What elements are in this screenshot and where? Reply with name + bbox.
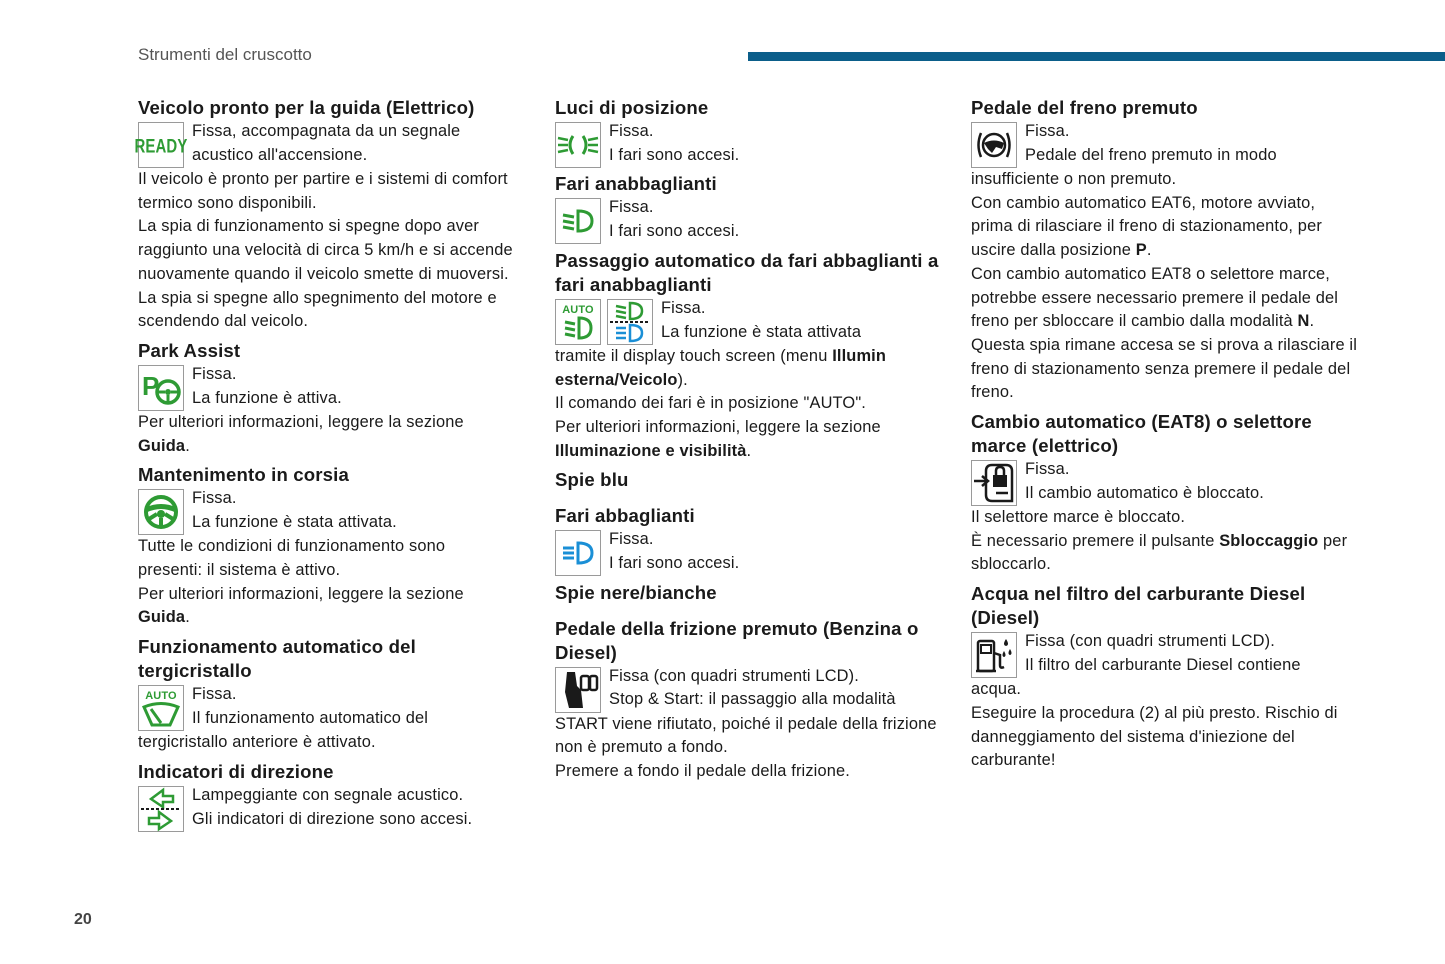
body-text: tramite il display touch screen (menu Illumin esterna/Veicolo). (555, 346, 887, 389)
section-lane-keeping (138, 463, 513, 630)
status-line: Fissa. (1025, 460, 1070, 479)
section-title: Spie blu (555, 469, 629, 491)
status-line: Fissa. (661, 298, 706, 317)
status-line: Fissa. (192, 489, 237, 508)
section-title: Acqua nel filtro del carburante Diesel (Diesel) (971, 583, 1306, 629)
status-line: Fissa, accompagnata da un segnale (192, 122, 461, 140)
section-title: Funzionamento automatico del tergicristallo (138, 636, 416, 682)
section-high-beam (555, 504, 945, 575)
section-title: Mantenimento in corsia (138, 464, 349, 486)
body-text: La spia di funzionamento si spegne dopo aver raggiunto una velocità di circa 5 km/h e si accende nuovamente quando il veicolo smette di muoversi. (138, 217, 513, 283)
section-position-lights (555, 96, 945, 167)
body-text: Per ulteriori informazioni, leggere la sezione Illuminazione e visibilità. (555, 417, 881, 460)
section-title: Pedale della frizione premuto (Benzina o Diesel) (555, 617, 919, 663)
section-title: Fari abbaglianti (555, 505, 695, 527)
status-line: Fissa. (609, 198, 654, 217)
section-blue-lights (555, 468, 945, 492)
section-title: Cambio automatico (EAT8) o selettore marce (elettrico) (971, 411, 1312, 457)
section-park-assist (138, 339, 513, 458)
brake-pedal-icon (971, 122, 1017, 168)
body-text: tergicristallo anteriore è attivato. (138, 733, 376, 752)
body-text: START viene rifiutato, poiché il pedale della frizione non è premuto a fondo. (555, 714, 937, 757)
status-line: Pedale del freno premuto in modo (1025, 145, 1277, 164)
section-title: Pedale del freno premuto (971, 97, 1198, 118)
steering-wheel-icon (138, 489, 184, 535)
status-line: Lampeggiante con segnale acustico. (192, 785, 464, 804)
body-text: Il selettore marce è bloccato. (971, 508, 1186, 527)
body-text: Con cambio automatico EAT6, motore avviato, prima di rilasciare il freno di stazionamento, per uscire dalla posizione P. (971, 193, 1322, 260)
gearbox-lock-icon (971, 460, 1017, 506)
turn-signal-icon (138, 786, 184, 832)
svg-text:READY: READY (134, 134, 188, 157)
svg-text:AUTO: AUTO (145, 690, 177, 703)
column-3 (971, 96, 1361, 773)
status-line: I fari sono accesi. (609, 554, 740, 573)
body-text: Il comando dei fari è in posizione "AUTO". (555, 394, 866, 413)
body-text: Questa spia rimane accesa se si prova a rilasciare il freno di stazionamento senza premere il pedale del freno. (971, 335, 1358, 402)
section-water-in-fuel (971, 582, 1361, 773)
section-title: Indicatori di direzione (138, 760, 334, 782)
body-text: Eseguire la procedura (2) al più presto. Rischio di danneggiamento del sistema d'iniezione del carburante! (971, 703, 1338, 770)
ready-icon (134, 122, 188, 168)
header-accent-bar (748, 52, 1445, 61)
low-beam-icon (555, 198, 601, 244)
section-title: Park Assist (138, 339, 241, 361)
section-black-white-lights (555, 581, 945, 605)
body-text: Con cambio automatico EAT8 o selettore marce, potrebbe essere necessario premere il pedale del freno per sbloccare il cambio dalla modalità N. (971, 264, 1339, 331)
body-text: Per ulteriori informazioni, leggere la sezione Guida. (138, 412, 464, 455)
status-line: Fissa (con quadri strumenti LCD). (1025, 632, 1275, 651)
section-title: Passaggio automatico da fari abbaglianti a fari anabbaglianti (555, 249, 939, 295)
svg-text:P: P (142, 370, 160, 401)
section-auto-headlamps (555, 249, 945, 464)
park-assist-icon (138, 365, 184, 411)
page-header-title: Strumenti del cruscotto (138, 45, 312, 64)
status-line: Fissa. (609, 530, 654, 549)
svg-text:AUTO: AUTO (562, 303, 594, 316)
high-beam-icon (555, 530, 601, 576)
status-line: La funzione è stata attivata (661, 322, 862, 341)
status-line: I fari sono accesi. (609, 145, 740, 164)
status-line: I fari sono accesi. (609, 222, 740, 241)
status-line: La funzione è attiva. (192, 388, 342, 407)
body-text: Premere a fondo il pedale della frizione. (555, 762, 850, 781)
section-low-beam (555, 172, 945, 243)
body-text: acqua. (971, 680, 1022, 699)
section-gearbox-locked (971, 410, 1361, 577)
status-line: Fissa (con quadri strumenti LCD). (609, 666, 859, 685)
section-title: Veicolo pronto per la guida (Elettrico) (138, 97, 475, 118)
status-line: Il filtro del carburante Diesel contiene (1025, 655, 1301, 674)
section-ready (134, 96, 513, 334)
high-low-beam-switch-icon (607, 299, 653, 345)
page-number: 20 (74, 911, 92, 928)
clutch-pedal-icon (555, 667, 601, 713)
body-text: La spia si spegne allo spegnimento del motore e scendendo dal veicolo. (138, 288, 497, 331)
status-line: Stop & Start: il passaggio alla modalità (609, 690, 896, 709)
column-1 (134, 96, 513, 832)
body-text: Il veicolo è pronto per partire e i sistemi di comfort termico sono disponibili. (138, 170, 508, 212)
status-line: acustico all'accensione. (192, 145, 368, 164)
auto-wiper-icon (138, 685, 184, 731)
body-text: Per ulteriori informazioni, leggere la sezione Guida. (138, 584, 464, 627)
body-text: È necessario premere il pulsante Sbloccaggio per sbloccarlo. (971, 531, 1348, 574)
section-brake-pedal (971, 96, 1361, 405)
status-line: Fissa. (192, 364, 237, 383)
water-in-fuel-icon (971, 632, 1017, 678)
status-line: Fissa. (1025, 122, 1070, 140)
section-title: Spie nere/bianche (555, 581, 717, 603)
section-auto-wiper (138, 635, 513, 755)
status-line: Gli indicatori di direzione sono accesi. (192, 809, 473, 828)
position-lights-icon (555, 122, 601, 168)
section-clutch-pedal (555, 617, 945, 784)
status-line: Il cambio automatico è bloccato. (1025, 483, 1264, 502)
auto-headlamp-icon (555, 299, 601, 345)
status-line: Fissa. (192, 685, 237, 704)
status-line: La funzione è stata attivata. (192, 513, 397, 532)
body-text: Tutte le condizioni di funzionamento sono presenti: il sistema è attivo. (138, 537, 446, 580)
status-line: Fissa. (609, 122, 654, 140)
body-text: insufficiente o non premuto. (971, 170, 1177, 188)
column-2 (555, 96, 945, 784)
section-title: Luci di posizione (555, 97, 709, 118)
section-turn-signals (138, 760, 513, 831)
status-line: Il funzionamento automatico del (192, 708, 429, 727)
section-title: Fari anabbaglianti (555, 173, 717, 195)
